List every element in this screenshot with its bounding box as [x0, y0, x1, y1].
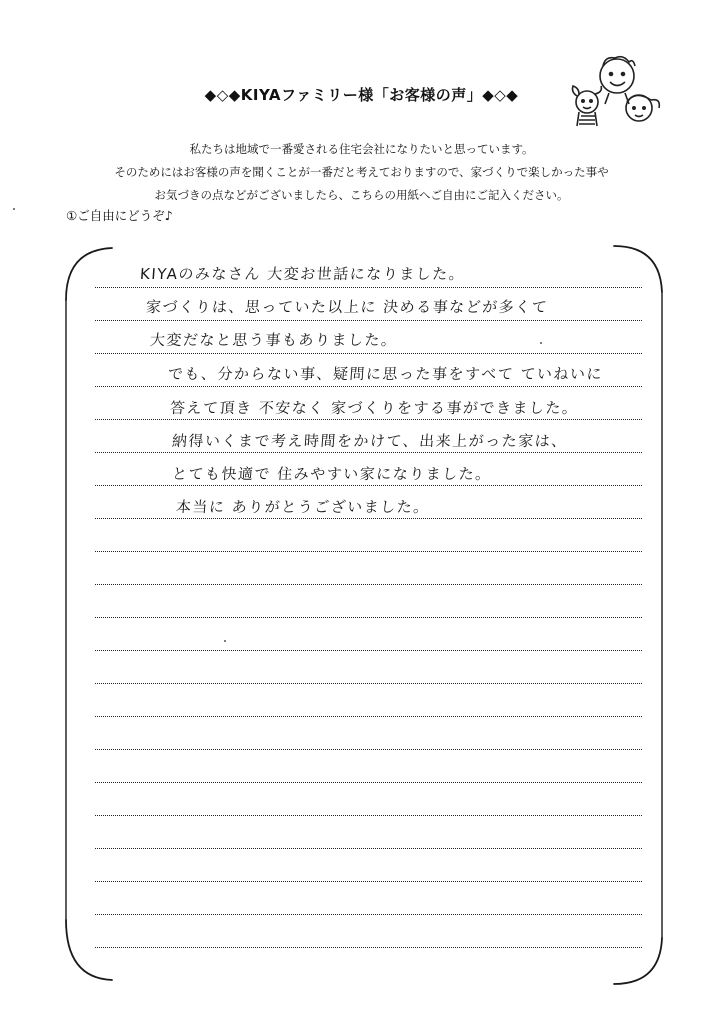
handwritten-line: 本当に ありがとうございました。	[175, 498, 431, 516]
ruled-line	[95, 782, 642, 783]
page-title: ◆◇◆KIYAファミリー様「お客様の声」◆◇◆	[204, 86, 519, 104]
scan-speck	[224, 640, 226, 642]
scan-speck	[540, 342, 542, 344]
ruled-line	[95, 320, 642, 321]
ruled-line	[95, 551, 642, 552]
ruled-line	[95, 749, 642, 750]
ruled-line	[95, 386, 642, 387]
scan-speck	[13, 208, 15, 210]
ruled-line	[95, 485, 642, 486]
handwritten-line: 納得いくまで考え時間をかけて、出来上がった家は、	[171, 432, 569, 450]
intro-line: そのためにはお客様の声を聞くことが一番だと考えておりますので、家づくりで楽しかった事や	[114, 165, 609, 179]
ruled-line	[95, 947, 642, 948]
ruled-line	[95, 419, 642, 420]
handwritten-line: 大変だなと思う事もありました。	[149, 331, 399, 349]
ruled-line	[95, 617, 642, 618]
frame-top-left-corner	[66, 248, 112, 300]
ruled-line	[95, 287, 642, 288]
handwritten-line: 答えて頂き 不安なく 家づくりをする事ができました。	[169, 399, 580, 417]
ruled-line	[95, 716, 642, 717]
ruled-line	[95, 815, 642, 816]
handwritten-line: でも、分からない事、疑問に思った事をすべて ていねいに	[167, 365, 604, 383]
ruled-line	[95, 914, 642, 915]
ruled-line	[95, 353, 642, 354]
intro-line: 私たちは地域で一番愛される住宅会社になりたいと思っています。	[189, 142, 534, 156]
section-label: ①ご自由にどうぞ♪	[66, 208, 173, 223]
intro-line: お気づきの点などがございましたら、こちらの用紙へご自由にご記入ください。	[154, 188, 569, 202]
ruled-line	[95, 683, 642, 684]
ruled-line	[95, 584, 642, 585]
handwritten-line: とても快適で 住みやすい家になりました。	[171, 465, 493, 483]
handwritten-line: KIYAのみなさん 大変お世話になりました。	[139, 265, 466, 283]
ruled-line	[95, 848, 642, 849]
ruled-line	[95, 452, 642, 453]
frame-bottom-left-corner	[66, 920, 112, 980]
ruled-line	[95, 881, 642, 882]
handwritten-line: 家づくりは、思っていた以上に 決める事などが多くて	[145, 298, 549, 316]
ruled-line	[95, 650, 642, 651]
ruled-line	[95, 518, 642, 519]
frame-bottom-right-corner	[614, 938, 662, 984]
frame-top-right-corner	[614, 246, 662, 292]
